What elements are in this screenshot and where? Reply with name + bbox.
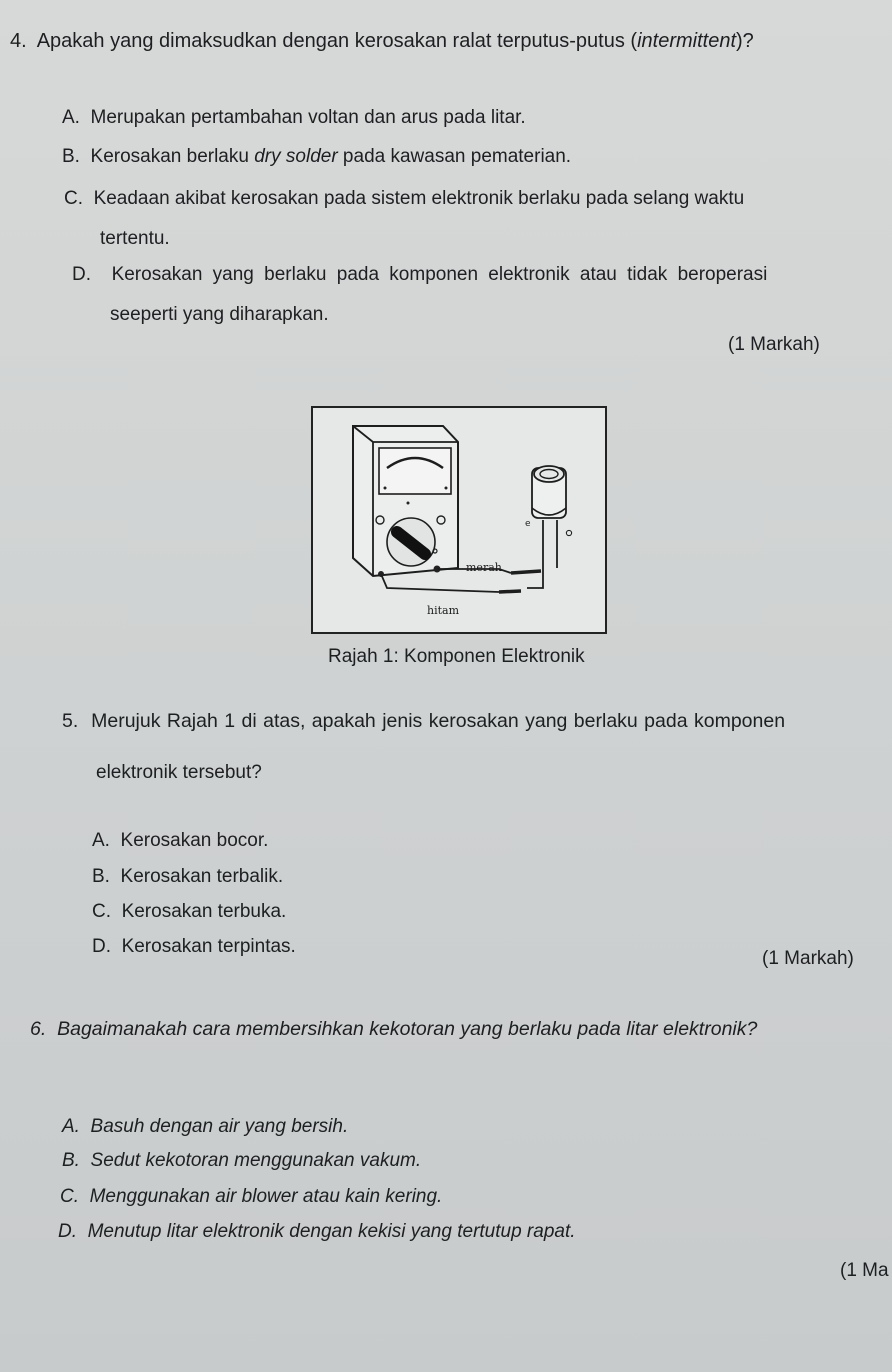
q5-option-d-letter: D.: [92, 936, 111, 957]
q5-option-b: [92, 866, 283, 888]
q4-option-a-text: Merupakan pertambahan voltan dan arus pada litar.: [90, 107, 526, 128]
q4-question: [10, 30, 754, 53]
q4-option-c-line1: Keadaan akibat kerosakan pada sistem elektronik berlaku pada selang waktu: [93, 188, 745, 209]
q6-option-b: [62, 1150, 421, 1172]
q6-question: [30, 1018, 757, 1041]
q5-question: [62, 710, 785, 733]
q4-option-d-line2: seeperti yang diharapkan.: [110, 304, 329, 325]
q5-option-b-letter: B.: [92, 866, 110, 887]
q6-option-c-letter: C.: [60, 1186, 79, 1207]
q5-option-c-letter: C.: [92, 901, 111, 922]
q5-option-d-text: Kerosakan terpintas.: [121, 936, 296, 957]
q4-mark: (1 Markah): [728, 334, 820, 355]
figure-frame: [311, 406, 607, 634]
q5-option-c: [92, 901, 286, 923]
q5-question-line1: Merujuk Rajah 1 di atas, apakah jenis kerosakan yang berlaku pada komponen: [91, 710, 786, 732]
q4-option-d-line1: Kerosakan yang berlaku pada komponen elektronik atau tidak beroperasi: [111, 264, 768, 285]
q6-number: 6.: [30, 1018, 47, 1040]
q6-option-b-letter: B.: [62, 1150, 80, 1171]
q6-question-text: Bagaimanakah cara membersihkan kekotoran yang berlaku pada litar elektronik?: [57, 1018, 758, 1040]
q6-option-c: [60, 1186, 442, 1208]
q6-option-a-letter: A.: [62, 1116, 80, 1137]
q4-option-c-letter: C.: [64, 188, 83, 209]
q4-option-b-italic: dry solder: [254, 146, 338, 167]
q4-option-b-pre: Kerosakan berlaku: [90, 146, 255, 167]
q4-option-c-line2: tertentu.: [100, 228, 170, 249]
figure-label-black: hitam: [427, 604, 460, 617]
q4-option-d-letter: D.: [72, 264, 91, 285]
figure-caption: Rajah 1: Komponen Elektronik: [328, 646, 585, 667]
q5-option-d: [92, 936, 296, 958]
q5-option-a-text: Kerosakan bocor.: [120, 830, 269, 851]
q6-mark: (1 Ma: [840, 1260, 889, 1281]
figure-label-red: merah: [466, 561, 502, 574]
q4-option-c: [64, 188, 744, 210]
q6-option-d-letter: D.: [58, 1221, 77, 1242]
q6-option-b-text: Sedut kekotoran menggunakan vakum.: [90, 1150, 422, 1171]
q4-option-b: [62, 146, 571, 168]
q5-option-b-text: Kerosakan terbalik.: [120, 866, 284, 887]
multimeter-diagram: [313, 408, 605, 632]
q4-question-italic: intermittent: [637, 30, 737, 52]
meter-display-icon: [379, 448, 451, 494]
q6-option-d: [58, 1221, 576, 1243]
q4-option-d: [72, 264, 767, 286]
q4-option-b-post: pada kawasan pematerian.: [337, 146, 572, 167]
q6-option-a: [62, 1116, 348, 1138]
q4-question-end: )?: [736, 30, 754, 52]
svg-text:e: e: [525, 519, 531, 529]
q4-number: 4.: [10, 30, 27, 52]
q6-option-d-text: Menutup litar elektronik dengan kekisi yang tertutup rapat.: [87, 1221, 576, 1242]
q5-option-a-letter: A.: [92, 830, 110, 851]
q5-mark: (1 Markah): [762, 948, 854, 969]
q5-number: 5.: [62, 710, 79, 732]
q5-option-a: [92, 830, 268, 852]
q4-option-a: [62, 107, 526, 129]
q5-question-line2: elektronik tersebut?: [96, 762, 262, 783]
q6-option-a-text: Basuh dengan air yang bersih.: [90, 1116, 349, 1137]
q6-option-c-text: Menggunakan air blower atau kain kering.: [89, 1186, 443, 1207]
q5-option-c-text: Kerosakan terbuka.: [121, 901, 287, 922]
q4-option-a-letter: A.: [62, 107, 80, 128]
q4-question-start: Apakah yang dimaksudkan dengan kerosakan ralat terputus-putus (: [36, 30, 638, 52]
q4-option-b-letter: B.: [62, 146, 80, 167]
